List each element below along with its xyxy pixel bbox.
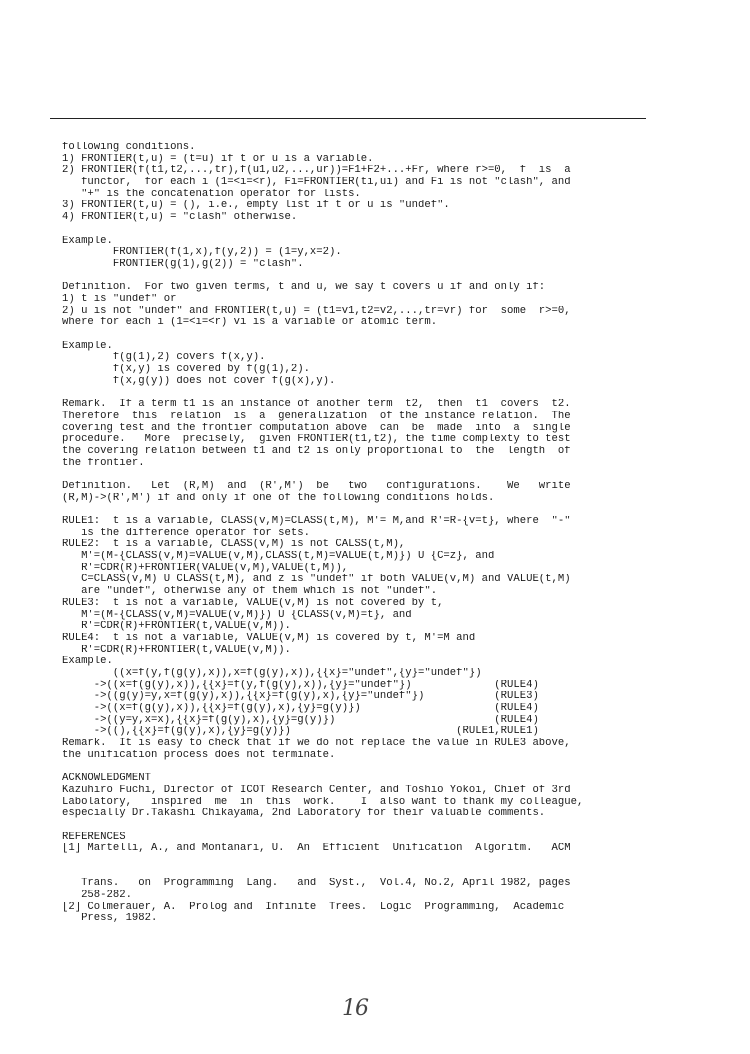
derivation-step: ->((y=y,x=x),{{x}=f(g(y),x),{y}=g(y)}) (RULE4) [62,714,539,726]
rules-list [62,516,652,656]
definition-covers [62,282,652,329]
text-line: 2) u is not "undef" and FRONTIER(t,u) = (t1=v1,t2=v2,...,tr=vr) for some r>=0, [62,305,571,317]
derivation-step: ->((x=f(g(y),x)),{{x}=f(y,f(g(y),x)),{y}="undef"}) (RULE4) [62,679,539,691]
top-rule [50,118,646,119]
text-line: 1) FRONTIER(t,u) = (t=u) if t or u is a variable. [62,153,374,165]
remark-instance [62,399,652,469]
text-line: Labolatory, inspired me in this work. I also want to thank my colleague, [62,796,584,808]
example-frontier [62,236,652,271]
text-line: where for each i (1=<i=<r) vi is a variable or atomic term. [62,317,438,329]
text-line: 1) t is "undef" or [62,293,177,305]
rule-line: C=CLASS(v,M) U CLASS(t,M), and z is "undef" if both VALUE(v,M) and VALUE(t,M) [62,574,571,586]
example-heading: Example. [62,656,113,668]
text-line: Remark. If a term t1 is an instance of another term t2, then t1 covers t2. [62,399,571,411]
rule-line: RULE3: t is not a variable, VALUE(v,M) is not covered by t, [62,597,444,609]
text-line: f(x,y) is covered by f(g(1),2). [62,364,310,376]
text-line: Kazuhiro Fuchi, Director of ICOT Research Center, and Toshio Yokoi, Chief of 3rd [62,784,571,796]
reference-line: [2] Colmerauer, A. Prolog and Infinite Trees. Logic Programming, Academic [62,901,565,913]
reference-line: 258-282. [62,890,132,901]
text-line: the frontier. [62,457,145,469]
rule-line: M'=(M-{CLASS(v,M)=VALUE(v,M)}) U {CLASS(v,M)=t}, and [62,609,412,621]
text-line: procedure. More precisely, given FRONTIER(t1,t2), the time complexty to test [62,434,571,446]
text-line: especially Dr.Takashi Chikayama, 2nd Laboratory for their valuable comments. [62,808,546,820]
rule-line: M'=(M-{CLASS(v,M)=VALUE(v,M),CLASS(t,M)=VALUE(t,M)}) U {C=z}, and [62,551,495,563]
derivation-step: ->((x=f(g(y),x)),{{x}=f(g(y),x),{y}=g(y)}) (RULE4) [62,703,539,714]
section-heading: ACKNOWLEDGMENT [62,773,152,785]
text-line: FRONTIER(g(1),g(2)) = "clash". [62,258,304,270]
derivation-step: ->((),{{x}=f(g(y),x),{y}=g(y)}) (RULE1,RULE1) [62,726,539,738]
acknowledgment-section [62,773,652,820]
rule-line: is the difference operator for sets. [62,527,310,539]
references-section [62,832,652,926]
frontier-conditions [62,142,652,224]
text-line: FRONTIER(f(1,x),f(y,2)) = (1=y,x=2). [62,247,342,259]
text-line: f(g(1),2) covers f(x,y). [62,352,266,364]
page-number: 16 [342,996,368,1021]
text-line: the unification process does not terminate. [62,749,336,761]
rule-line: RULE1: t is a variable, CLASS(v,M)=CLASS(t,M), M'= M,and R'=R-{v=t}, where "-" [62,516,571,527]
reference-line: [1] Martelli, A., and Montanari, U. An Efficient Unification Algoritm. ACM [62,843,571,855]
example-unification [62,656,652,738]
text-line: 2) FRONTIER(f(t1,t2,...,tr),f(u1,u2,...,ur))=F1+F2+...+Fr, where r>=0, f is a [62,165,571,177]
text-line: (R,M)->(R',M') if and only if one of the following conditions holds. [62,492,495,504]
example-heading: Example. [62,340,113,352]
page-body [62,142,652,925]
reference-line: Press, 1982. [62,913,158,925]
derivation-step: ((x=f(y,f(g(y),x)),x=f(g(y),x)),{{x}="undef",{y}="undef"}) [62,667,482,679]
text-line: covering test and the frontier computation above can be made into a single [62,422,571,434]
text-line: Remark. It is easy to check that if we do not replace the value in RULE3 above, [62,738,571,750]
text-line: Therefore this relation is a generalization of the instance relation. The [62,410,571,422]
text-line: f(x,g(y)) does not cover f(g(x),y). [62,375,336,387]
rule-line: are "undef", otherwise any of them which is not "undef". [62,586,438,598]
text-line: Definition. For two given terms, t and u, we say t covers u if and only if: [62,282,546,294]
example-heading: Example. [62,235,113,247]
example-covers [62,341,652,388]
rule-line: R'=CDR(R)+FRONTIER(VALUE(v,M),VALUE(t,M)), [62,562,349,574]
text-line: the covering relation between t1 and t2 is only proportional to the length of [62,445,571,457]
rule-line: RULE4: t is not a variable, VALUE(v,M) is covered by t, M'=M and [62,632,476,644]
remark-termination [62,738,652,761]
text-line: Definition. Let (R,M) and (R',M') be two configurations. We write [62,480,571,492]
rule-line: R'=CDR(R)+FRONTIER(t,VALUE(v,M)). [62,621,291,633]
text-line: "+" is the concatenation operator for lists. [62,188,361,200]
reference-line: Trans. on Programming Lang. and Syst., Vol.4, No.2, April 1982, pages [62,878,571,890]
derivation-step: ->((g(y)=y,x=f(g(y),x)),{{x}=f(g(y),x),{y}="undef"}) (RULE3) [62,691,539,703]
text-line: 4) FRONTIER(t,u) = "clash" otherwise. [62,212,298,224]
rule-line: R'=CDR(R)+FRONTIER(t,VALUE(v,M)). [62,644,291,656]
section-heading: REFERENCES [62,831,126,843]
text-line: 3) FRONTIER(t,u) = (), i.e., empty list if t or u is "undef". [62,200,450,212]
text-line: functor, for each i (1=<i=<r), Fi=FRONTIER(ti,ui) and Fi is not "clash", and [62,177,571,189]
text-line: following conditions. [62,142,196,153]
definition-configurations [62,481,652,504]
rule-line: RULE2: t is a variable, CLASS(v,M) is not CALSS(t,M), [62,539,406,551]
